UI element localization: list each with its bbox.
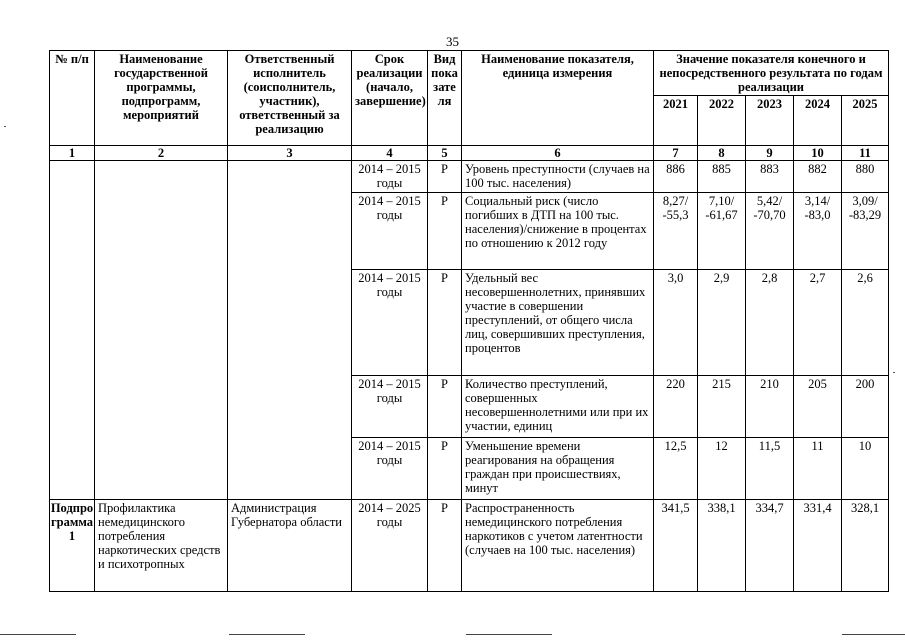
header-num: № п/п — [50, 51, 95, 146]
table-row-subprogram — [50, 500, 889, 592]
column-number: 10 — [794, 146, 842, 161]
header-year: 2024 — [794, 96, 842, 146]
header-year: 2025 — [842, 96, 889, 146]
header-year: 2022 — [698, 96, 746, 146]
column-number: 1 — [50, 146, 95, 161]
value-cell: 10 — [842, 438, 889, 500]
value-cell: 11,5 — [746, 438, 794, 500]
table-row — [50, 161, 889, 193]
scan-speck — [4, 126, 6, 127]
subprogram-name: Профилактика немедицинского потребления наркотических средств и психотропных — [95, 500, 228, 592]
header-row — [50, 51, 889, 96]
value-cell: 7,10/ -61,67 — [698, 193, 746, 270]
value-cell: 2,6 — [842, 270, 889, 376]
program-indicators-table — [49, 50, 889, 592]
column-number: 2 — [95, 146, 228, 161]
type-cell: Р — [428, 193, 462, 270]
header-year: 2021 — [654, 96, 698, 146]
value-cell: 338,1 — [698, 500, 746, 592]
empty-cell — [228, 161, 352, 500]
period-cell: 2014 – 2025 годы — [352, 500, 428, 592]
header-values-group: Значение показателя конечного и непосредственного результата по годам реализации — [654, 51, 889, 96]
period-cell: 2014 – 2015 годы — [352, 161, 428, 193]
header-responsible: Ответственный исполнитель (соисполнитель, участник), ответственный за реализацию — [228, 51, 352, 146]
column-numbers-row — [50, 146, 889, 161]
column-number: 7 — [654, 146, 698, 161]
value-cell: 331,4 — [794, 500, 842, 592]
value-cell: 3,09/ -83,29 — [842, 193, 889, 270]
value-cell: 886 — [654, 161, 698, 193]
empty-cell — [95, 161, 228, 500]
value-cell: 5,42/ -70,70 — [746, 193, 794, 270]
subprogram-number: Подпрограмма 1 — [50, 500, 95, 592]
column-number: 3 — [228, 146, 352, 161]
value-cell: 334,7 — [746, 500, 794, 592]
value-cell: 3,0 — [654, 270, 698, 376]
value-cell: 215 — [698, 376, 746, 438]
column-number: 8 — [698, 146, 746, 161]
empty-cell — [50, 161, 95, 500]
value-cell: 12,5 — [654, 438, 698, 500]
scan-speck — [893, 372, 895, 373]
value-cell: 200 — [842, 376, 889, 438]
indicator-cell: Количество преступлений, совершенных несовершеннолетними или при их участии, единиц — [462, 376, 654, 438]
period-cell: 2014 – 2015 годы — [352, 193, 428, 270]
value-cell: 328,1 — [842, 500, 889, 592]
value-cell: 220 — [654, 376, 698, 438]
period-cell: 2014 – 2015 годы — [352, 438, 428, 500]
value-cell: 880 — [842, 161, 889, 193]
indicator-cell: Уменьшение времени реагирования на обращения граждан при происшествиях, минут — [462, 438, 654, 500]
type-cell: Р — [428, 500, 462, 592]
indicator-cell: Уровень преступности (случаев на 100 тыс. населения) — [462, 161, 654, 193]
header-type: Вид показателя — [428, 51, 462, 146]
value-cell: 8,27/ -55,3 — [654, 193, 698, 270]
header-period: Срок реализации (начало, завершение) — [352, 51, 428, 146]
value-cell: 12 — [698, 438, 746, 500]
scan-edge-line — [0, 634, 76, 635]
value-cell: 2,7 — [794, 270, 842, 376]
value-cell: 11 — [794, 438, 842, 500]
column-number: 9 — [746, 146, 794, 161]
page-number: 35 — [446, 34, 459, 49]
indicator-cell: Распространенность немедицинского потребления наркотиков с учетом латентности (случаев на 100 тыс. населения) — [462, 500, 654, 592]
column-number: 4 — [352, 146, 428, 161]
scan-edge-line — [842, 634, 905, 635]
scan-edge-line — [466, 634, 552, 635]
header-name: Наименование государственной программы, подпрограмм, мероприятий — [95, 51, 228, 146]
column-number: 5 — [428, 146, 462, 161]
value-cell: 205 — [794, 376, 842, 438]
value-cell: 883 — [746, 161, 794, 193]
responsible-cell: Администрация Губернатора области — [228, 500, 352, 592]
indicator-cell: Социальный риск (число погибших в ДТП на 100 тыс. населения)/снижение в процентах по отношению к 2012 году — [462, 193, 654, 270]
type-cell: Р — [428, 161, 462, 193]
value-cell: 3,14/ -83,0 — [794, 193, 842, 270]
type-cell: Р — [428, 270, 462, 376]
value-cell: 882 — [794, 161, 842, 193]
value-cell: 341,5 — [654, 500, 698, 592]
type-cell: Р — [428, 438, 462, 500]
column-number: 6 — [462, 146, 654, 161]
header-year: 2023 — [746, 96, 794, 146]
value-cell: 2,8 — [746, 270, 794, 376]
value-cell: 2,9 — [698, 270, 746, 376]
period-cell: 2014 – 2015 годы — [352, 376, 428, 438]
indicator-cell: Удельный вес несовершеннолетних, принявших участие в совершении преступлений, от общего числа лиц, совершивших преступления, процентов — [462, 270, 654, 376]
period-cell: 2014 – 2015 годы — [352, 270, 428, 376]
value-cell: 885 — [698, 161, 746, 193]
scan-edge-line — [229, 634, 305, 635]
type-cell: Р — [428, 376, 462, 438]
column-number: 11 — [842, 146, 889, 161]
header-indicator: Наименование показателя, единица измерения — [462, 51, 654, 146]
value-cell: 210 — [746, 376, 794, 438]
